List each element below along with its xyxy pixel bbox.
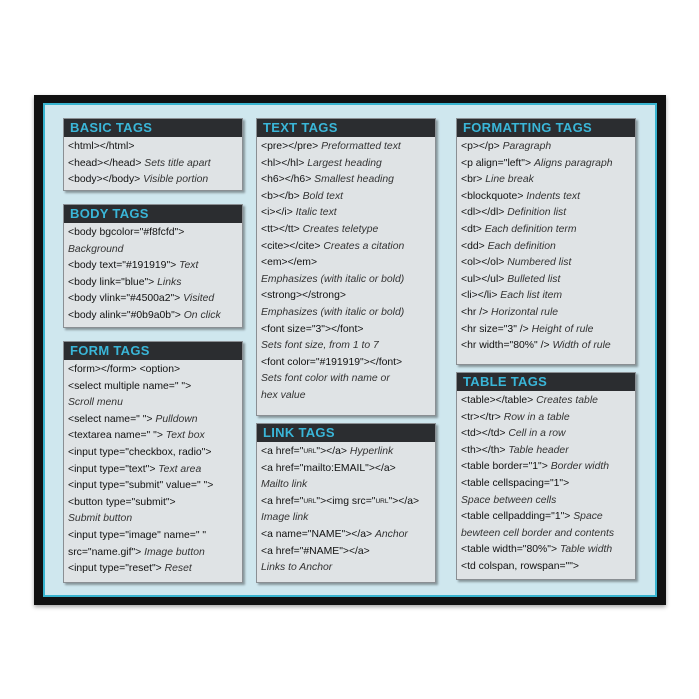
tag-description: Indents text	[526, 190, 581, 202]
tag-description: Emphasizes (with italic or bold)	[261, 306, 405, 318]
tag-line	[461, 222, 631, 239]
tag-description: Preformatted text	[321, 141, 401, 152]
tag-line	[261, 239, 431, 256]
tag-code: <table></table>	[461, 395, 534, 406]
tag-code: <button type="submit">	[68, 496, 176, 508]
tag-code: "></a>	[316, 446, 347, 457]
tag-description: bewteen cell border and contents	[461, 527, 615, 539]
tag-code: <select multiple name=" ">	[68, 380, 192, 392]
tag-code: src="name.gif">	[68, 546, 142, 558]
tag-description: Links	[157, 276, 182, 288]
tag-line	[261, 322, 431, 339]
tag-description: Row in a table	[503, 411, 570, 423]
tag-description: Height of rule	[531, 323, 594, 335]
tag-line	[461, 509, 631, 526]
tag-code: "><img src="	[316, 495, 376, 507]
tag-line	[261, 494, 431, 511]
tag-code: <ul></ul>	[461, 273, 505, 285]
card-body	[457, 391, 635, 576]
tag-line	[461, 443, 631, 460]
form-tags-card	[63, 341, 243, 583]
tag-code: <strong></strong>	[261, 290, 346, 302]
tag-description: Image button	[144, 546, 205, 558]
card-title: TABLE TAGS	[457, 373, 635, 391]
tag-code: <select name=" ">	[68, 413, 153, 425]
tag-line	[461, 239, 631, 256]
poster-frame	[34, 95, 666, 605]
text-tags-card	[256, 118, 436, 416]
tag-description: Definition list	[507, 207, 567, 219]
tag-code: <li></li>	[461, 290, 498, 302]
tag-line	[68, 258, 238, 275]
tag-code: <form></form> <option>	[68, 364, 181, 375]
tag-code: <i></i>	[261, 207, 293, 219]
tag-line	[261, 527, 431, 544]
tag-description: Hyperlink	[349, 446, 394, 457]
card-body	[257, 442, 435, 577]
tag-line	[261, 205, 431, 222]
tag-code: <head></head>	[68, 157, 142, 169]
tag-description: Line break	[485, 174, 534, 186]
tag-line	[68, 412, 238, 429]
tag-description: Cell in a row	[508, 428, 566, 440]
tag-description: Reset	[164, 563, 192, 575]
tag-line	[261, 371, 431, 388]
tag-line	[261, 338, 431, 355]
tag-line	[68, 511, 238, 528]
tag-code: <input type="submit" value=" ">	[68, 480, 214, 492]
tag-line	[461, 459, 631, 476]
tag-code: "></a>	[388, 495, 420, 507]
tag-line	[68, 225, 238, 242]
basic-tags-card	[63, 118, 243, 191]
tag-description: Largest heading	[307, 157, 382, 169]
tag-code: <body></body>	[68, 174, 141, 186]
tag-code: <p align="left">	[461, 157, 532, 169]
tag-code: <a name="NAME"></a>	[261, 528, 373, 540]
tag-description: Anchor	[374, 528, 408, 540]
tag-line	[68, 561, 238, 578]
tag-line	[68, 172, 238, 189]
body-tags-card	[63, 204, 243, 328]
tag-description: Image link	[261, 512, 309, 524]
tag-code: <tt></tt>	[261, 223, 300, 235]
card-body	[257, 137, 435, 405]
tag-line	[261, 355, 431, 372]
tag-description: Sets title apart	[144, 157, 211, 169]
tag-code: <body link="blue">	[68, 276, 155, 288]
tag-description: Submit button	[68, 513, 133, 525]
tag-line	[261, 305, 431, 322]
card-body	[64, 223, 242, 325]
tag-description: Smallest heading	[314, 174, 394, 186]
tag-line	[68, 445, 238, 462]
card-title: LINK TAGS	[257, 424, 435, 442]
tag-line	[261, 288, 431, 305]
tag-line	[461, 338, 631, 355]
tag-code: <input type="reset">	[68, 563, 162, 575]
formatting-tags-card	[456, 118, 636, 365]
tag-description: Visited	[183, 293, 215, 305]
tag-code: <h6></h6>	[261, 174, 312, 186]
tag-description: Sets font size, from 1 to 7	[261, 340, 379, 352]
tag-line	[261, 444, 431, 461]
tag-code: <hr width="80%" />	[461, 340, 550, 352]
tag-line	[68, 395, 238, 412]
tag-code: <input type="text">	[68, 463, 156, 475]
tag-description: hex value	[261, 389, 306, 401]
tag-code: <html></html>	[68, 141, 135, 152]
tag-code: <pre></pre>	[261, 141, 319, 152]
tag-code: <dd>	[461, 240, 485, 252]
tag-line	[461, 322, 631, 339]
tag-description: Text	[179, 260, 199, 272]
tag-code: <b></b>	[261, 190, 300, 202]
tag-line	[68, 428, 238, 445]
tag-code: <em></em>	[261, 257, 318, 269]
tag-code: <cite></cite>	[261, 240, 321, 252]
url-placeholder: URL	[375, 497, 389, 505]
card-title: FORM TAGS	[64, 342, 242, 360]
tag-code: <ol></ol>	[461, 257, 505, 269]
tag-line	[68, 362, 238, 379]
tag-description: Sets font color with name or	[261, 373, 390, 385]
tag-code: <td></td>	[461, 428, 506, 440]
tag-code: <body bgcolor="#f8fcfd">	[68, 227, 185, 238]
tag-line	[261, 477, 431, 494]
poster-background	[43, 103, 657, 597]
tag-line	[461, 410, 631, 427]
tag-line	[461, 139, 631, 156]
tag-line	[461, 393, 631, 410]
tag-code: <body vlink="#4500a2">	[68, 293, 181, 305]
tag-line	[461, 493, 631, 510]
tag-code: <td colspan, rowspan="">	[461, 560, 579, 572]
tag-description: Visible portion	[143, 174, 209, 186]
tag-line	[461, 526, 631, 543]
tag-code: <hr />	[461, 306, 489, 318]
tag-line	[461, 156, 631, 173]
tag-code: <hl></hl>	[261, 157, 305, 169]
tag-line	[461, 272, 631, 289]
table-tags-card	[456, 372, 636, 580]
tag-description: Pulldown	[155, 413, 198, 425]
tag-description: Creates a citation	[323, 240, 405, 252]
url-placeholder: URL	[303, 448, 317, 455]
tag-description: Background	[68, 243, 124, 255]
link-tags-card	[256, 423, 436, 583]
tag-code: <font size="3"></font>	[261, 323, 364, 335]
tag-line	[68, 379, 238, 396]
tag-description: Italic text	[295, 207, 337, 219]
tag-line	[461, 305, 631, 322]
tag-line	[461, 172, 631, 189]
tag-line	[261, 189, 431, 206]
tag-description: Each definition	[487, 240, 556, 252]
tag-code: <font color="#191919"></font>	[261, 356, 403, 368]
tag-line	[68, 308, 238, 325]
tag-line	[461, 189, 631, 206]
tag-line	[261, 255, 431, 272]
tag-line	[68, 528, 238, 545]
tag-code: <a href="mailto:EMAIL"></a>	[261, 462, 396, 474]
tag-code: <dl></dl>	[461, 207, 505, 219]
tag-code: <table border="1">	[461, 461, 548, 473]
card-title: BASIC TAGS	[64, 119, 242, 137]
tag-description: Each definition term	[484, 223, 577, 235]
tag-code: <a href="	[261, 495, 304, 507]
tag-description: Space between cells	[461, 494, 557, 506]
tag-line	[68, 139, 238, 156]
tag-description: Scroll menu	[68, 397, 123, 409]
tag-code: <input type="checkbox, radio">	[68, 446, 212, 458]
tag-code: <a href="#NAME"></a>	[261, 545, 370, 557]
tag-line	[68, 462, 238, 479]
card-title: FORMATTING TAGS	[457, 119, 635, 137]
tag-line	[261, 510, 431, 527]
tag-line	[261, 156, 431, 173]
tag-code: <body alink="#0b9a0b">	[68, 309, 181, 321]
tag-line	[68, 291, 238, 308]
tag-code: <p></p>	[461, 141, 500, 152]
tag-code: <blockquote>	[461, 190, 524, 202]
tag-line	[261, 139, 431, 156]
card-body	[64, 360, 242, 578]
tag-line	[261, 388, 431, 405]
tag-line	[461, 255, 631, 272]
card-body	[64, 137, 242, 189]
tag-description: Aligns paragraph	[533, 157, 613, 169]
tag-line	[261, 272, 431, 289]
tag-line	[68, 156, 238, 173]
tag-line	[461, 426, 631, 443]
tag-description: Text box	[165, 430, 205, 442]
tag-line	[68, 478, 238, 495]
card-title: TEXT TAGS	[257, 119, 435, 137]
card-body	[457, 137, 635, 355]
tag-description: Creates table	[536, 395, 598, 406]
card-title: BODY TAGS	[64, 205, 242, 223]
tag-line	[461, 205, 631, 222]
tag-description: Table header	[508, 444, 569, 456]
tag-code: <textarea name=" ">	[68, 430, 163, 442]
tag-line	[68, 545, 238, 562]
tag-line	[261, 222, 431, 239]
tag-code: <br>	[461, 174, 483, 186]
tag-description: Links to Anchor	[261, 562, 333, 574]
tag-code: <hr size="3" />	[461, 323, 529, 335]
tag-description: Space	[573, 511, 603, 523]
tag-description: Numbered list	[507, 257, 572, 269]
tag-description: On click	[183, 309, 221, 321]
tag-description: Emphasizes (with italic or bold)	[261, 273, 405, 285]
tag-line	[461, 559, 631, 576]
tag-line	[261, 560, 431, 577]
tag-line	[68, 242, 238, 259]
tag-description: Width of rule	[552, 340, 611, 352]
tag-code: <body text="#191919">	[68, 260, 177, 272]
tag-line	[261, 461, 431, 478]
tag-line	[68, 495, 238, 512]
url-placeholder: URL	[303, 497, 317, 505]
tag-description: Bold text	[302, 190, 344, 202]
tag-line	[68, 275, 238, 292]
tag-code: <a href="	[261, 446, 304, 457]
tag-line	[261, 172, 431, 189]
tag-description: Border width	[550, 461, 610, 473]
tag-code: <th></th>	[461, 444, 506, 456]
tag-code: <dt>	[461, 223, 482, 235]
tag-description: Horizontal rule	[491, 306, 559, 318]
tag-code: <input type="image" name=" "	[68, 529, 207, 541]
tag-description: Mailto link	[261, 479, 308, 491]
tag-code: <tr></tr>	[461, 411, 501, 423]
tag-code: <table width="80%">	[461, 544, 558, 556]
tag-description: Bulleted list	[507, 273, 561, 285]
tag-line	[461, 288, 631, 305]
tag-line	[261, 544, 431, 561]
tag-code: <table cellspacing="1">	[461, 477, 570, 489]
tag-description: Paragraph	[502, 141, 552, 152]
tag-description: Creates teletype	[302, 223, 379, 235]
tag-description: Table width	[559, 544, 613, 556]
tag-description: Each list item	[500, 290, 563, 302]
tag-line	[461, 542, 631, 559]
tag-code: <table cellpadding="1">	[461, 511, 571, 523]
tag-line	[461, 476, 631, 493]
tag-description: Text area	[158, 463, 202, 475]
